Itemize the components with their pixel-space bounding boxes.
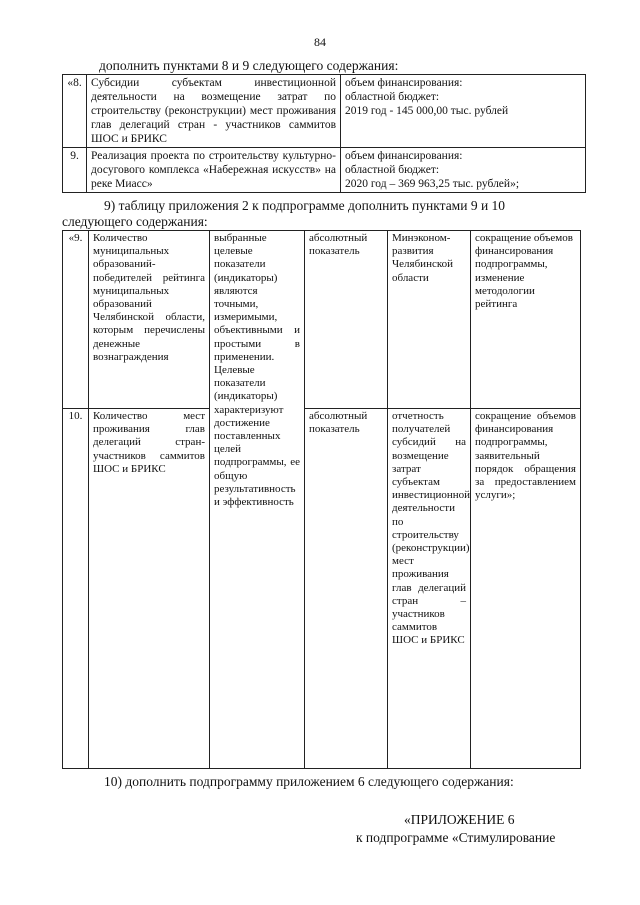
intro-line: дополнить пунктами 8 и 9 следующего содержания: <box>99 58 399 73</box>
row-number: 10. <box>63 409 89 769</box>
appendix-subtitle: к подпрограмме «Стимулирование <box>356 830 556 845</box>
table-row <box>63 231 581 409</box>
table-row <box>63 409 581 769</box>
financing-line: объем финансирования: <box>345 150 463 162</box>
financing-table <box>62 74 586 193</box>
indicator-type: абсолютный показатель <box>305 231 388 409</box>
indicator-reason: сокращение объемов финансирования подпрограммы, изменение методологии рейтинга <box>471 231 581 409</box>
table-row <box>63 75 586 148</box>
indicators-table <box>62 230 581 769</box>
row-number: «8. <box>63 75 87 148</box>
measure-description: Субсидии субъектам инвестиционной деятельности на возмещение затрат по строительству (реконструкции) мест проживания глав делегаций стран - участников саммитов ШОС и БРИКС <box>87 75 341 148</box>
row-number: 9. <box>63 148 87 193</box>
indicator-reason: сокращение объемов финансирования подпрограммы, заявительный порядок обращения за предоставлением услуги»; <box>471 409 581 769</box>
financing-line: объем финансирования: <box>345 77 463 89</box>
indicator-source: Минэконом-развития Челябинской области <box>388 231 471 409</box>
paragraph-10: 10) дополнить подпрограмму приложением 6 следующего содержания: <box>104 774 514 789</box>
financing-line: 2020 год – 369 963,25 тыс. рублей»; <box>345 178 520 190</box>
indicator-source: отчетность получателей субсидий на возмещение затрат субъектам инвестиционной деятельности по строительству (реконструкции) мест проживания глав делегаций стран – участников саммитов ШОС и БРИКС <box>388 409 471 769</box>
financing-line: областной бюджет: <box>345 91 440 103</box>
financing-line: 2019 год - 145 000,00 тыс. рублей <box>345 105 509 117</box>
table-row <box>63 148 586 193</box>
financing-cell <box>341 75 586 148</box>
indicator-name: Количество муниципальных образований-победителей рейтинга муниципальных образований Челябинской области, которым перечислены денежные вознаграждения <box>89 231 210 409</box>
financing-line: областной бюджет: <box>345 164 440 176</box>
paragraph-9-line-2: следующего содержания: <box>62 214 208 229</box>
appendix-title: «ПРИЛОЖЕНИЕ 6 <box>404 812 515 827</box>
page-number: 84 <box>314 35 326 49</box>
indicator-type: абсолютный показатель <box>305 409 388 769</box>
measure-description: Реализация проекта по строительству культурно-досугового комплекса «Набережная искусств» на реке Миасс» <box>87 148 341 193</box>
indicator-name: Количество мест проживания глав делегаций стран-участников саммитов ШОС и БРИКС <box>89 409 210 769</box>
row-number: «9. <box>63 231 89 409</box>
paragraph-9-line-1: 9) таблицу приложения 2 к подпрограмме дополнить пунктами 9 и 10 <box>104 198 506 213</box>
indicator-criteria: выбранные целевые показатели (индикаторы) являются точными, измеримыми, объективными и простыми в применении. Целевые показатели (индикаторы) характеризуют достижение поставленных целей подпрограммы, ее общую результативность и эффективность <box>210 231 305 769</box>
financing-cell <box>341 148 586 193</box>
